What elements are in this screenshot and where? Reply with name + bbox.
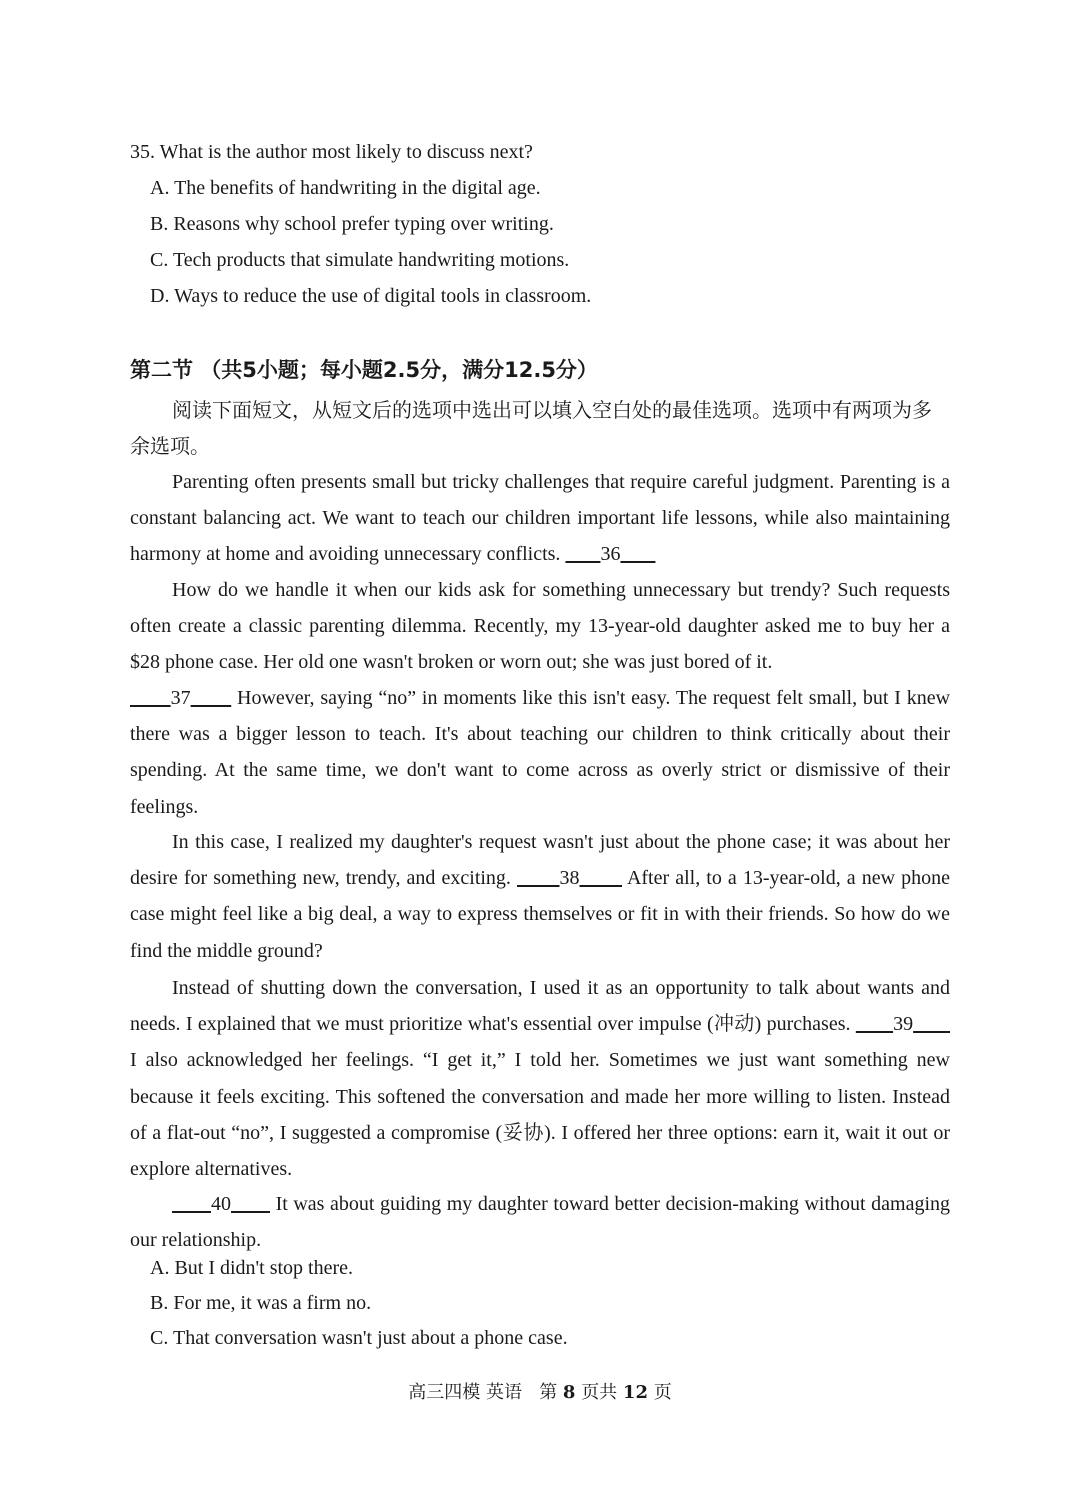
paragraph-1 (130, 464, 950, 573)
paragraph-5 (130, 1186, 950, 1258)
blank-39 (856, 1013, 950, 1035)
paragraph-2-text: How do we handle it when our kids ask for something unnecessary but trendy? Such requests often create a classic parenting dilemma. Recently, my 13-year-old daughter asked me to buy her a $28 phone case. Her old one wasn't broken or worn out; she was just bored of it. (130, 579, 950, 674)
choice-b: B. For me, it was a firm no. (150, 1292, 372, 1314)
paragraph-4a-text: Instead of shutting down the conversation, I used it as an opportunity to talk about wants and needs. I explained that we must prioritize what's essential over impulse (冲动) purchases. (130, 977, 950, 1036)
blank-37-number: 37 (170, 687, 191, 709)
footer-page-prefix: 第 (539, 1382, 558, 1403)
blank-36 (565, 543, 655, 565)
footer-exam-name: 高三四模 英语 (408, 1382, 523, 1403)
footer-page-number: 8 (562, 1382, 576, 1403)
option-b: B. Reasons why school prefer typing over writing. (150, 213, 554, 235)
paragraph-1-text: Parenting often presents small but tricky challenges that require careful judgment. Parenting is a constant balancing act. We want to teach our children important life lessons, while also maintaining harmony at home and avoiding unnecessary conflicts. (130, 471, 950, 566)
paragraph-2b-text: However, saying “no” in moments like this isn't easy. The request felt small, but I knew there was a bigger lesson to teach. It's about teaching our children to think critically about their spending. At the same time, we don't want to come across as overly strict or dismissive of their feelings. (130, 687, 951, 818)
option-a: A. The benefits of handwriting in the digital age. (150, 177, 541, 199)
choice-a: A. But I didn't stop there. (150, 1257, 354, 1279)
paragraph-4b-text: I also acknowledged her feelings. “I get it,” I told her. Sometimes we just want something new because it feels exciting. This softened the conversation and made her more willing to listen. Instead of a flat-out “no”, I suggested a compromise (妥协). I offered her three options: earn it, wait it out or explore alternatives. (130, 1049, 950, 1181)
footer-page-suffix: 页 (653, 1382, 672, 1403)
blank-40-number: 40 (211, 1193, 231, 1215)
option-c: C. Tech products that simulate handwriting motions. (150, 249, 570, 271)
footer-total-pages: 12 (622, 1382, 648, 1403)
blank-38 (517, 867, 622, 889)
paragraph-3b-text: After all, to a 13-year-old, a new phone case might feel like a big deal, a way to express themselves or fit in with their friends. So how do we find the middle ground? (130, 867, 951, 962)
paragraph-2b (130, 680, 950, 825)
blank-40 (172, 1193, 270, 1215)
section-instruction: 阅读下面短文，从短文后的选项中选出可以填入空白处的最佳选项。选项中有两项为多余选项。 (130, 398, 932, 458)
blank-36-number: 36 (600, 543, 621, 566)
paragraph-3 (130, 824, 950, 969)
section-title: 第二节 （共5小题；每小题2.5分，满分12.5分） (130, 358, 598, 382)
footer-page-mid: 页共 (581, 1382, 618, 1403)
question-35: 35. What is the author most likely to discuss next? (130, 141, 533, 163)
paragraph-4 (130, 970, 950, 1187)
paragraph-2 (130, 572, 950, 681)
blank-37 (130, 687, 231, 709)
blank-39-number: 39 (893, 1013, 914, 1036)
blank-38-number: 38 (559, 867, 580, 890)
paragraph-3a-text: In this case, I realized my daughter's request wasn't just about the phone case; it was about her desire for something new, trendy, and exciting. (130, 831, 950, 890)
paragraph-5-text: It was about guiding my daughter toward better decision-making without damaging our relationship. (130, 1193, 951, 1252)
choice-c: C. That conversation wasn't just about a phone case. (150, 1327, 568, 1349)
option-d: D. Ways to reduce the use of digital tools in classroom. (150, 285, 592, 307)
page-footer (0, 1378, 1080, 1404)
